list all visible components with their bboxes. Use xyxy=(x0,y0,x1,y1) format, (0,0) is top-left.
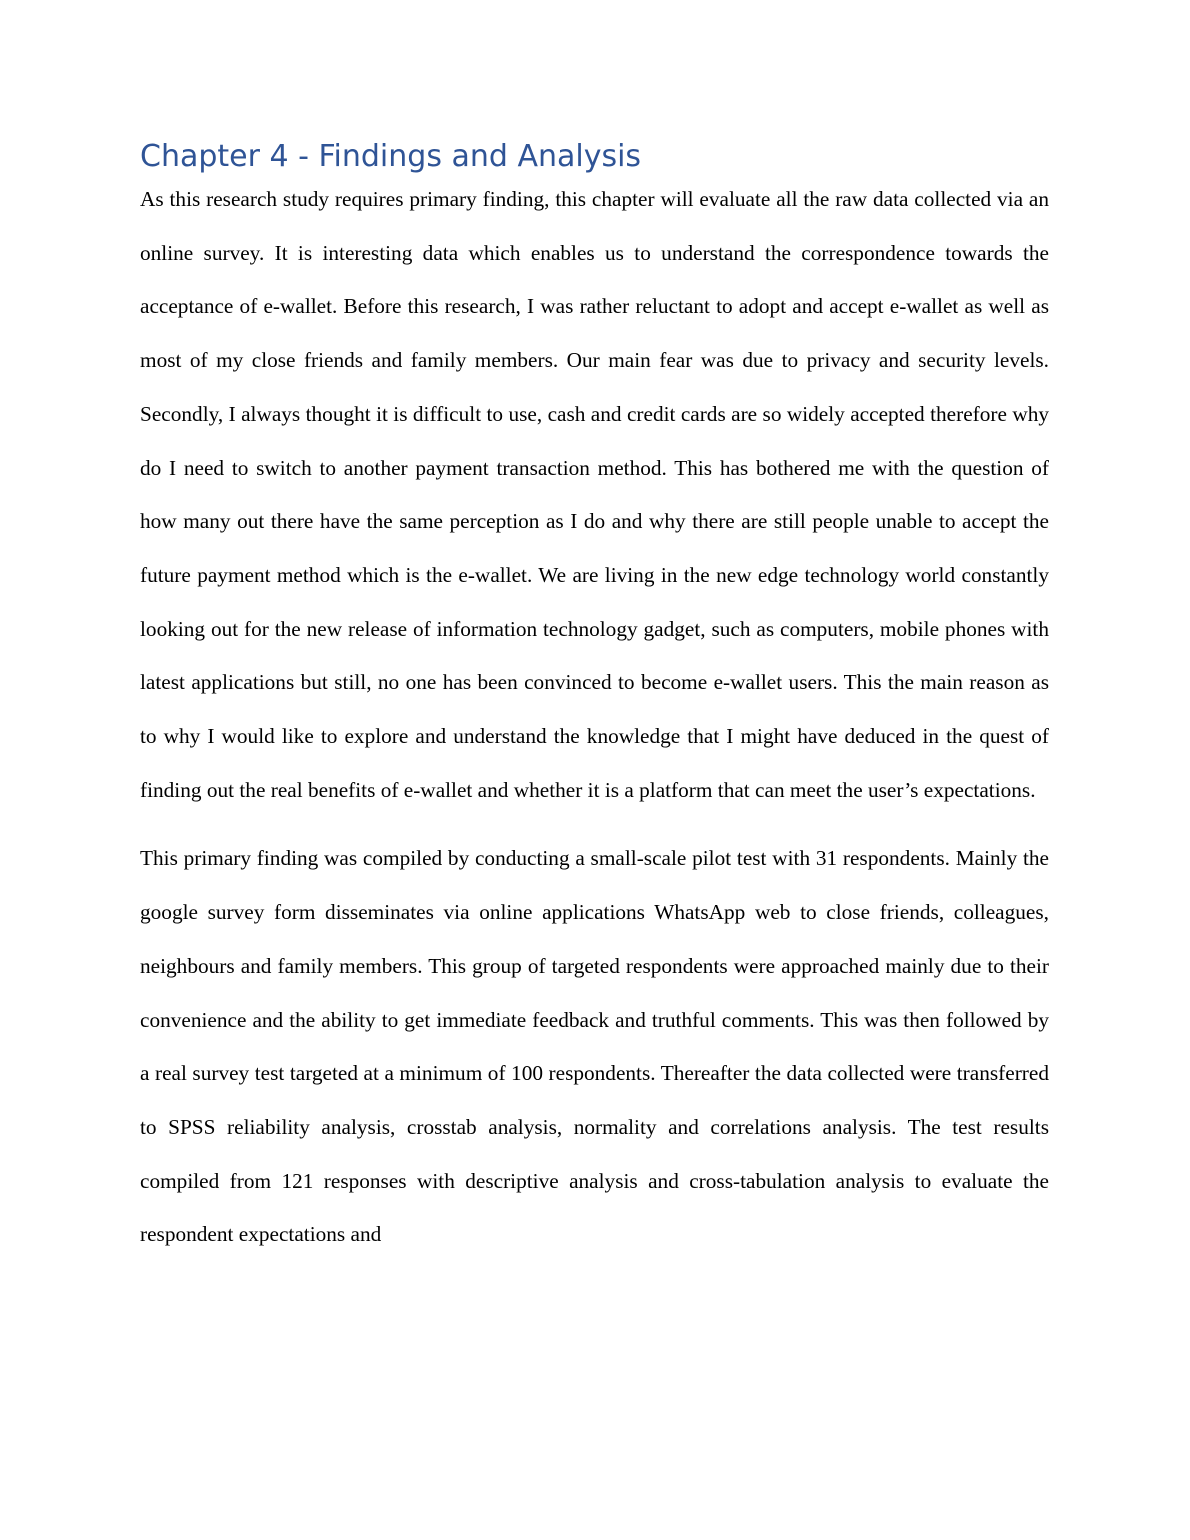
paragraph-methodology: This primary finding was compiled by conducting a small-scale pilot test with 31 respondents. Mainly the google survey form disseminates via online applications WhatsApp web to close friends, colleagues, neighbours and family members. This group of targeted respondents were approached mainly due to their convenience and the ability to get immediate feedback and truthful comments. This was then followed by a real survey test targeted at a minimum of 100 respondents. Thereafter the data collected were transferred to SPSS reliability analysis, crosstab analysis, normality and correlations analysis. The test results compiled from 121 responses with descriptive analysis and cross-tabulation analysis to evaluate the respondent expectations and xyxy=(140,846,1049,1247)
paragraph-introduction: As this research study requires primary finding, this chapter will evaluate all the raw data collected via an online survey. It is interesting data which enables us to understand the correspondence towards the acceptance of e-wallet. Before this research, I was rather reluctant to adopt and accept e-wallet as well as most of my close friends and family members. Our main fear was due to privacy and security levels. Secondly, I always thought it is difficult to use, cash and credit cards are so widely accepted therefore why do I need to switch to another payment transaction method. This has bothered me with the question of how many out there have the same perception as I do and why there are still people unable to accept the future payment method which is the e-wallet. We are living in the new edge technology world constantly looking out for the new release of information technology gadget, such as computers, mobile phones with latest applications but still, no one has been convinced to become e-wallet users. This the main reason as to why I would like to explore and understand the knowledge that I might have deduced in the quest of finding out the real benefits of e-wallet and whether it is a platform that can meet the user’s expectations. xyxy=(140,187,1049,802)
chapter-heading: Chapter 4 - Findings and Analysis xyxy=(140,139,642,174)
document-body xyxy=(140,138,1049,1262)
